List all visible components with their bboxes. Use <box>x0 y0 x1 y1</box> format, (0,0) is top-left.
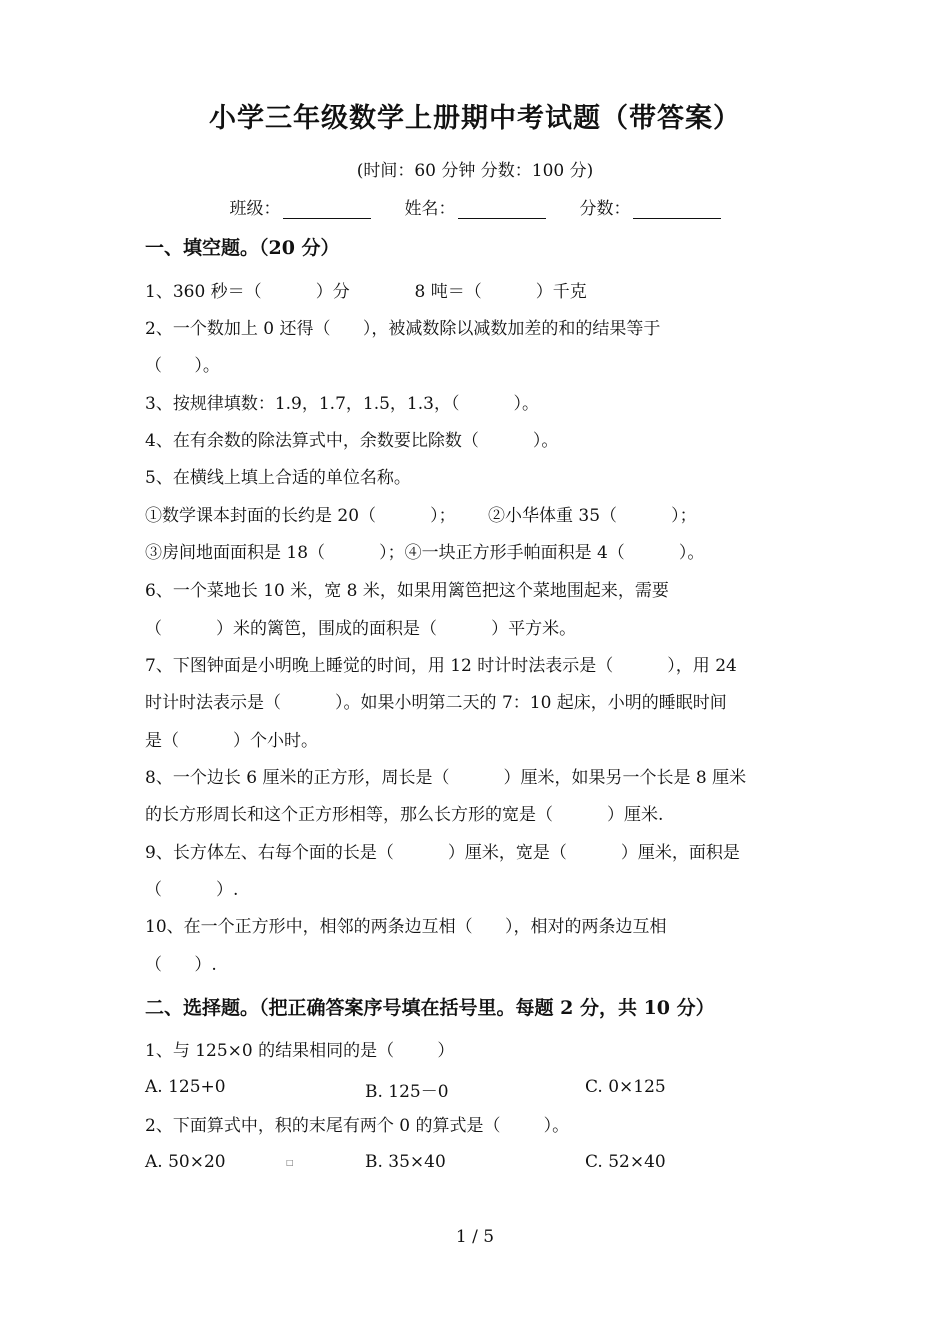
question-line: 4、在有余数的除法算式中，余数要比除数（ ）。 <box>145 431 559 451</box>
question-line: 9、长方体左、右每个面的长是（ ）厘米，宽是（ ）厘米，面积是 <box>145 843 740 863</box>
page-number: 1 / 5 <box>455 1227 495 1247</box>
section2-heading: 二、选择题。（把正确答案序号填在括号里。每题 2 分，共 10 分） <box>145 997 715 1019</box>
score-blank <box>633 200 721 219</box>
choice-question-stem: 1、与 125×0 的结果相同的是（ ） <box>145 1041 455 1061</box>
question-line: 2、一个数加上 0 还得（ ），被减数除以减数加差的和的结果等于 <box>145 319 661 339</box>
class-field <box>230 194 371 219</box>
question-line: 是（ ）个小时。 <box>145 731 319 751</box>
name-field <box>405 194 546 219</box>
question-line: 的长方形周长和这个正方形相等，那么长方形的宽是（ ）厘米. <box>145 805 664 825</box>
choice-option-a: A. 50×20 <box>145 1152 226 1172</box>
question-line: （ ）. <box>145 955 217 975</box>
question-line: （ ）. <box>145 880 239 900</box>
class-label: 班级： <box>229 199 281 219</box>
question-line: （ ）。 <box>145 356 220 376</box>
choice-option-b: B. 125－0 <box>365 1082 449 1102</box>
question-line: 7、下图钟面是小明晚上睡觉的时间，用 12 时计时法表示是（ ），用 24 <box>145 656 737 676</box>
score-field <box>580 194 721 219</box>
choice-option-a: A. 125+0 <box>145 1077 226 1097</box>
class-blank <box>283 200 371 219</box>
choice-question-stem: 2、下面算式中，积的末尾有两个 0 的算式是（ ）。 <box>145 1116 570 1136</box>
question-line: 8、一个边长 6 厘米的正方形，周长是（ ）厘米，如果另一个长是 8 厘米 <box>145 768 747 788</box>
question-line: ①数学课本封面的长约是 20（ ）； ②小华体重 35（ ）； <box>145 506 697 526</box>
choice-option-c: C. 52×40 <box>585 1152 666 1172</box>
choice-option-c: C. 0×125 <box>585 1077 666 1097</box>
question-line: ③房间地面面积是 18（ ）；④一块正方形手帕面积是 4（ ）。 <box>145 543 705 563</box>
stray-mark: □ <box>286 1158 294 1167</box>
question-line: 时计时法表示是（ ）。如果小明第二天的 7：10 起床，小明的睡眠时间 <box>145 693 727 713</box>
page-title: 小学三年级数学上册期中考试题（带答案） <box>209 103 741 134</box>
choice-option-b: B. 35×40 <box>365 1152 446 1172</box>
question-line: 10、在一个正方形中，相邻的两条边互相（ ），相对的两条边互相 <box>145 917 667 937</box>
student-info-row <box>0 194 950 219</box>
time-score-subtitle: (时间：60 分钟 分数：100 分) <box>356 161 594 181</box>
name-blank <box>458 200 546 219</box>
score-label: 分数： <box>579 199 631 219</box>
question-line: 1、360 秒＝（ ）分 8 吨＝（ ）千克 <box>145 282 587 302</box>
question-line: （ ）米的篱笆，围成的面积是（ ）平方米。 <box>145 619 577 639</box>
question-line: 6、一个菜地长 10 米，宽 8 米，如果用篱笆把这个菜地围起来，需要 <box>145 581 669 601</box>
question-line: 5、在横线上填上合适的单位名称。 <box>145 468 411 488</box>
section1-heading: 一、填空题。（20 分） <box>145 237 340 259</box>
name-label: 姓名： <box>404 199 456 219</box>
question-line: 3、按规律填数：1.9，1.7，1.5，1.3，（ ）。 <box>145 394 539 414</box>
